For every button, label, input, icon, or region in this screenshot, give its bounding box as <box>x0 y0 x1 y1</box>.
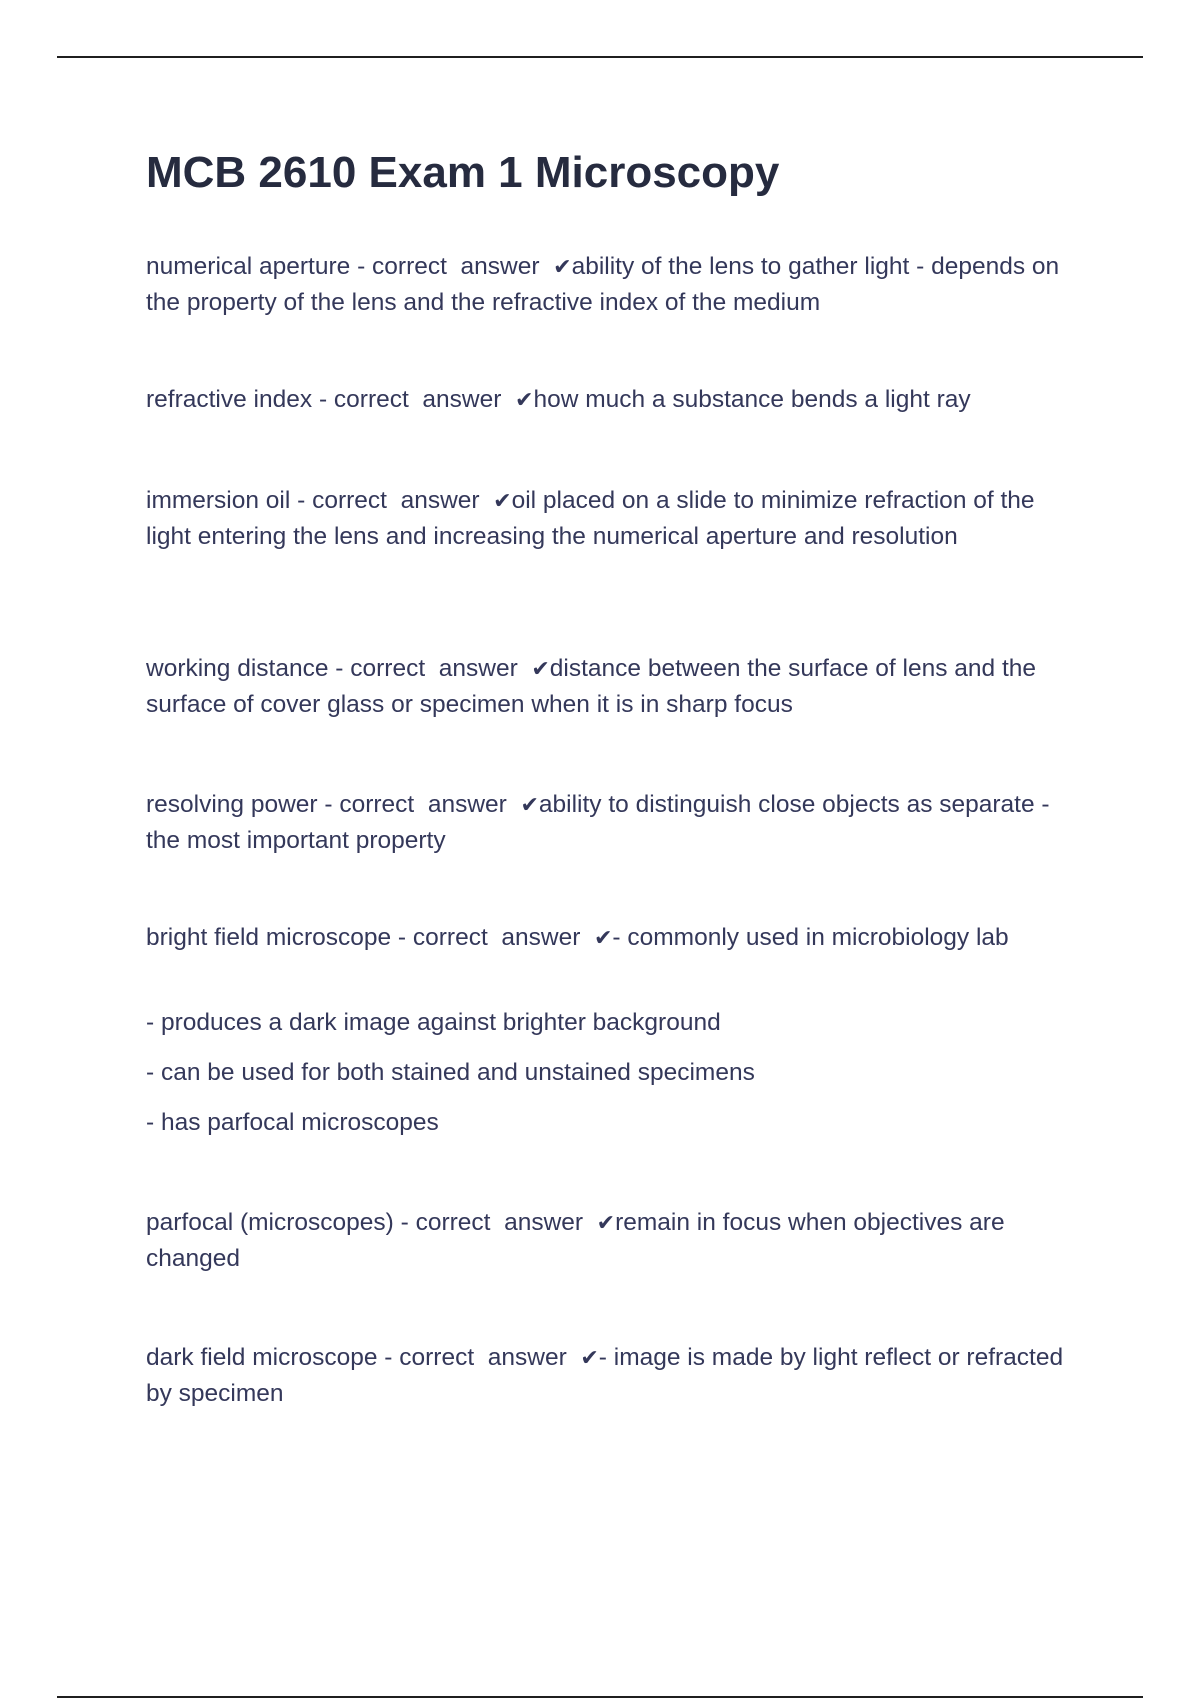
entry-definition: ability of the lens to gather light - depends on the property of the lens and the refractive index of the medium <box>146 253 1060 316</box>
check-icon: ✔ <box>520 793 539 818</box>
entry-connector: - correct answer <box>393 1209 597 1236</box>
entry-definition: - commonly used in microbiology lab <box>612 924 1009 951</box>
qa-entry <box>146 652 1086 722</box>
entry-definition: how much a substance bends a light ray <box>533 386 971 413</box>
check-icon: ✔ <box>553 255 572 280</box>
entry-term: bright field microscope <box>146 924 392 951</box>
entry-connector: - correct answer <box>391 924 594 951</box>
qa-entry <box>146 921 1086 957</box>
qa-entry <box>146 250 1086 320</box>
check-icon: ✔ <box>531 657 550 682</box>
entry-definition: oil placed on a slide to minimize refraction of the light entering the lens and increasing the numerical aperture and resolution <box>146 487 1035 550</box>
entry-term: numerical aperture <box>146 253 351 280</box>
entry-term: working distance <box>146 655 329 682</box>
entry-term: parfocal (microscopes) <box>146 1209 394 1236</box>
entry-extra-line: - has parfocal microscopes <box>146 1109 439 1136</box>
entry-definition: remain in focus when objectives are changed <box>146 1209 1005 1272</box>
qa-entry <box>146 1206 1086 1276</box>
top-rule <box>57 56 1143 58</box>
check-icon: ✔ <box>596 1211 616 1236</box>
entry-connector: - correct answer <box>377 1344 581 1371</box>
qa-entry <box>146 383 1086 419</box>
qa-entry <box>146 484 1086 554</box>
bottom-rule <box>57 1696 1143 1698</box>
check-icon: ✔ <box>493 489 512 514</box>
entry-extra-line: - produces a dark image against brighter background <box>146 1009 721 1036</box>
entry-term: dark field microscope <box>146 1344 378 1371</box>
entry-connector: - correct answer <box>350 253 554 280</box>
page-title: MCB 2610 Exam 1 Microscopy <box>146 148 780 197</box>
check-icon: ✔ <box>593 926 613 951</box>
qa-entry <box>146 1341 1086 1411</box>
entry-definition: distance between the surface of lens and the surface of cover glass or specimen when it is in sharp focus <box>146 655 1037 718</box>
check-icon: ✔ <box>515 388 534 413</box>
entry-definition: ability to distinguish close objects as separate - the most important property <box>146 791 1050 854</box>
entry-term: immersion oil <box>146 487 291 514</box>
entry-term: refractive index <box>146 386 313 413</box>
check-icon: ✔ <box>580 1346 599 1371</box>
entry-connector: - correct answer <box>328 655 532 682</box>
entry-connector: - correct answer <box>317 791 521 818</box>
qa-entry <box>146 788 1086 858</box>
entry-connector: - correct answer <box>290 487 494 514</box>
entry-term: resolving power <box>146 791 318 818</box>
entry-extra-line: - can be used for both stained and unstained specimens <box>146 1059 755 1086</box>
entry-definition: - image is made by light reflect or refracted by specimen <box>146 1344 1064 1407</box>
entry-connector: - correct answer <box>312 386 515 413</box>
